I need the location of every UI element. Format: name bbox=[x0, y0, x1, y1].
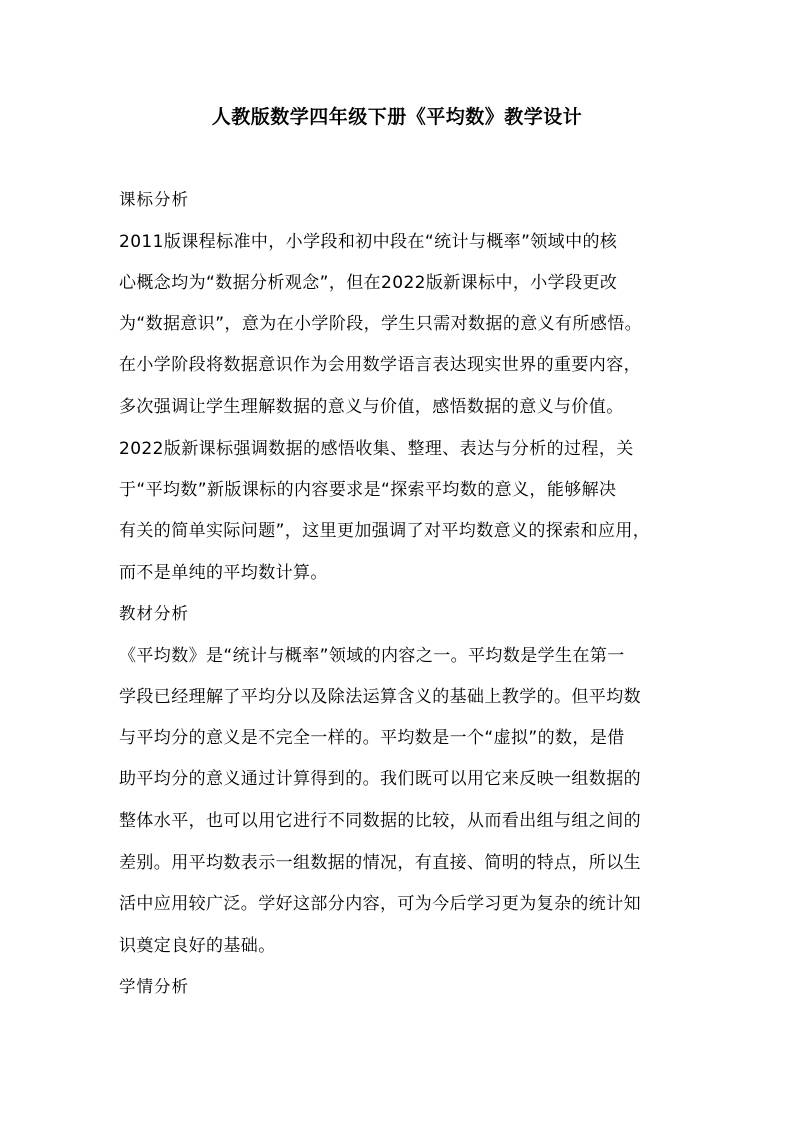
paragraph-line: 助平均分的意义通过计算得到的。我们既可以用它来反映一组数据的 bbox=[119, 769, 641, 789]
paragraph-line: 2011版课程标准中，小学段和初中段在“统计与概率”领域中的核 bbox=[119, 232, 618, 252]
paragraph-line: 有关的简单实际问题”，这里更加强调了对平均数意义的探索和应用， bbox=[119, 521, 651, 541]
paragraph-line: 识奠定良好的基础。 bbox=[119, 936, 276, 956]
paragraph-line: 差别。用平均数表示一组数据的情况，有直接、简明的特点，所以生 bbox=[119, 853, 641, 873]
paragraph-line: 为“数据意识”，意为在小学阶段，学生只需对数据的意义有所感悟。 bbox=[119, 314, 643, 334]
paragraph-line: 而不是单纯的平均数计算。 bbox=[119, 563, 328, 583]
paragraph-line: 多次强调让学生理解数据的意义与价值，感悟数据的意义与价值。 bbox=[119, 397, 624, 417]
paragraph-line: 在小学阶段将数据意识作为会用数学语言表达现实世界的重要内容， bbox=[119, 355, 641, 375]
document-title: 人教版数学四年级下册《平均数》教学设计 bbox=[211, 106, 583, 128]
section-heading-students: 学情分析 bbox=[119, 977, 189, 996]
paragraph-line: 《平均数》是“统计与概率”领域的内容之一。平均数是学生在第一 bbox=[119, 646, 625, 666]
paragraph-line: 2022版新课标强调数据的感悟收集、整理、表达与分析的过程，关 bbox=[119, 439, 634, 459]
paragraph-line: 学段已经理解了平均分以及除法运算含义的基础上教学的。但平均数 bbox=[119, 687, 641, 707]
paragraph-line: 活中应用较广泛。学好这部分内容，可为今后学习更为复杂的统计知 bbox=[119, 894, 641, 914]
section-heading-curriculum: 课标分析 bbox=[119, 190, 189, 209]
paragraph-line: 整体水平，也可以用它进行不同数据的比较，从而看出组与组之间的 bbox=[119, 811, 641, 831]
paragraph-line: 于“平均数”新版课标的内容要求是“探索平均数的意义，能够解决 bbox=[119, 480, 617, 500]
paragraph-line: 心概念均为“数据分析观念”，但在2022版新课标中，小学段更改 bbox=[119, 273, 618, 293]
paragraph-line: 与平均分的意义是不完全一样的。平均数是一个“虚拟”的数，是借 bbox=[119, 728, 625, 748]
section-heading-textbook: 教材分析 bbox=[119, 604, 189, 623]
